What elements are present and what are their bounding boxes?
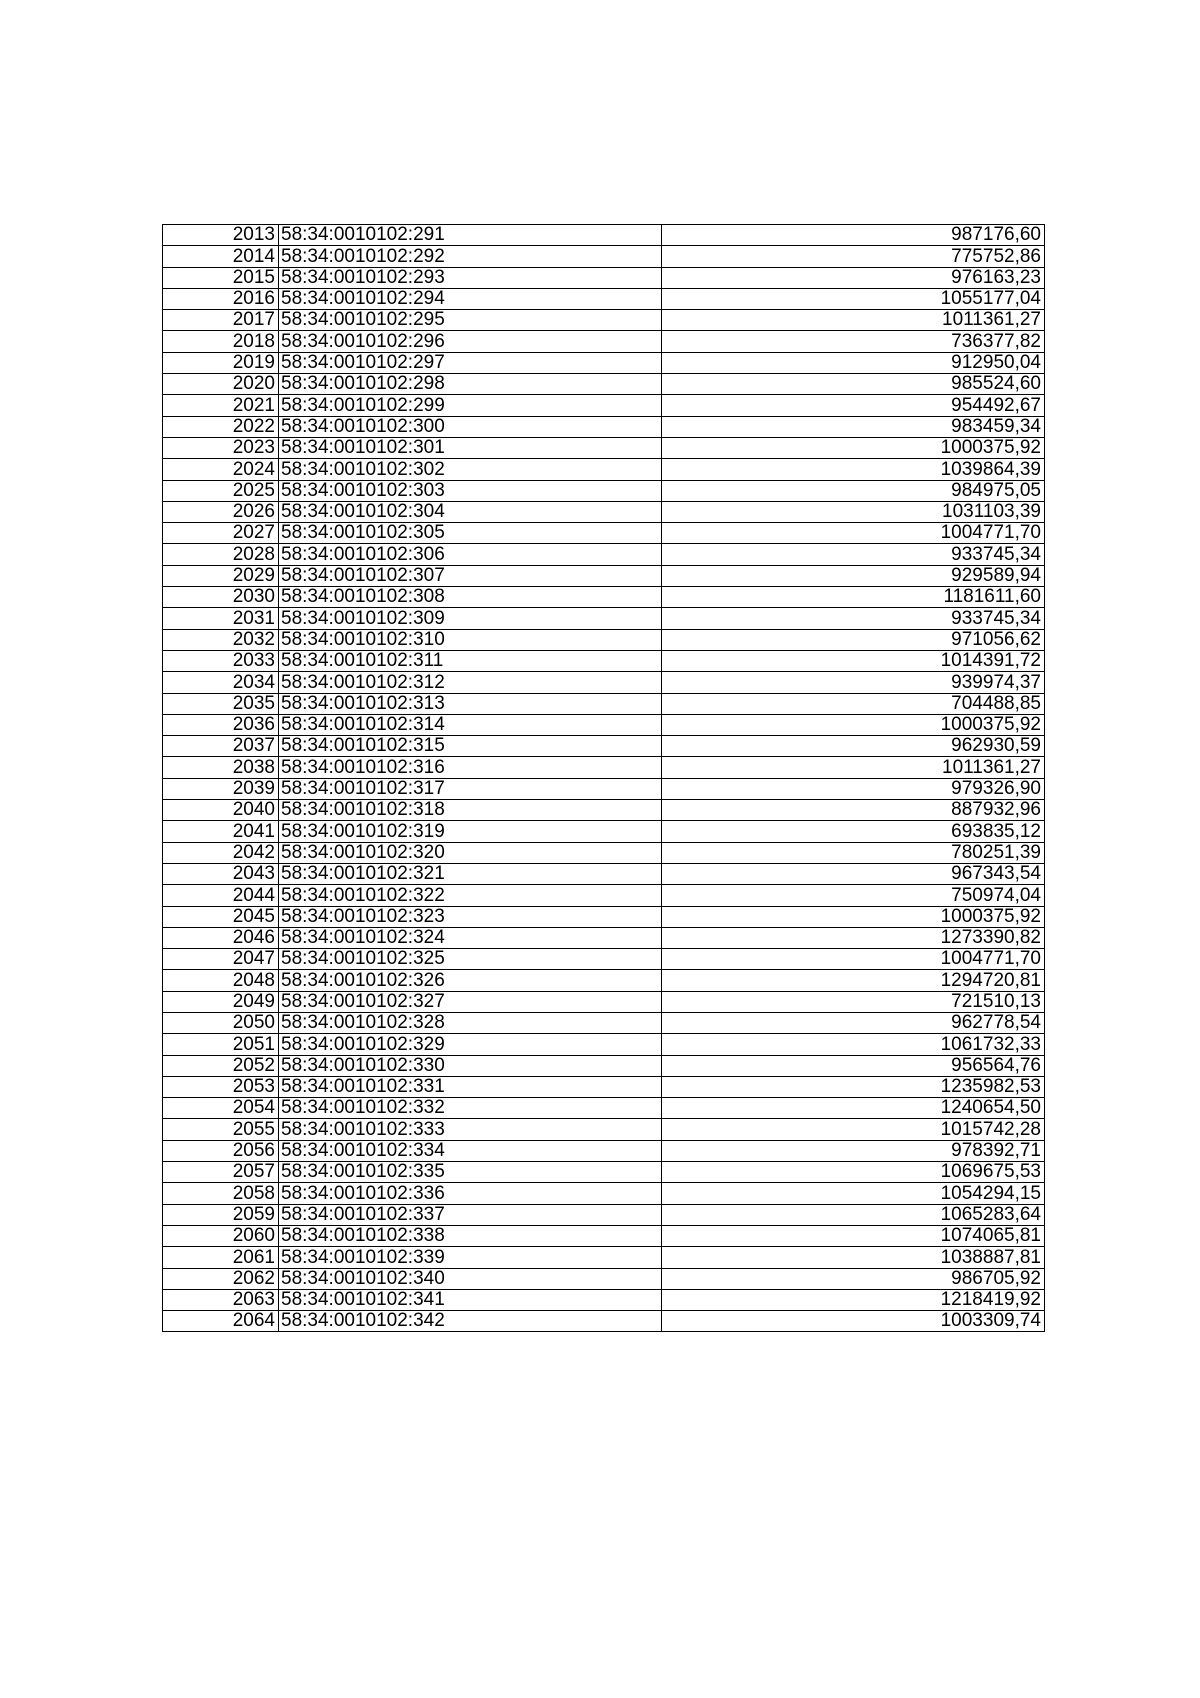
table-row bbox=[163, 1076, 1045, 1097]
cadastral-number-cell: 58:34:0010102:315 bbox=[279, 736, 662, 757]
table-row bbox=[163, 672, 1045, 693]
table-row bbox=[163, 714, 1045, 735]
cadastral-number-cell: 58:34:0010102:331 bbox=[279, 1076, 662, 1097]
table-row bbox=[163, 437, 1045, 458]
cadastral-value-cell: 736377,82 bbox=[662, 331, 1045, 352]
cadastral-number-cell: 58:34:0010102:334 bbox=[279, 1140, 662, 1161]
cadastral-value-cell: 750974,04 bbox=[662, 885, 1045, 906]
cadastral-value-cell: 985524,60 bbox=[662, 374, 1045, 395]
cadastral-number-cell: 58:34:0010102:336 bbox=[279, 1183, 662, 1204]
cadastral-number-cell: 58:34:0010102:295 bbox=[279, 310, 662, 331]
cadastral-value-cell: 978392,71 bbox=[662, 1140, 1045, 1161]
cadastral-number-cell: 58:34:0010102:311 bbox=[279, 650, 662, 671]
cadastral-number-cell: 58:34:0010102:341 bbox=[279, 1289, 662, 1310]
table-row bbox=[163, 459, 1045, 480]
table-row bbox=[163, 352, 1045, 373]
row-number-cell: 2064 bbox=[163, 1311, 279, 1332]
cadastral-value-cell: 1181611,60 bbox=[662, 587, 1045, 608]
cadastral-value-cell: 962778,54 bbox=[662, 1012, 1045, 1033]
table-row bbox=[163, 288, 1045, 309]
cadastral-value-cell: 1218419,92 bbox=[662, 1289, 1045, 1310]
cadastral-value-cell: 933745,34 bbox=[662, 544, 1045, 565]
cadastral-number-cell: 58:34:0010102:342 bbox=[279, 1311, 662, 1332]
row-number-cell: 2018 bbox=[163, 331, 279, 352]
cadastral-value-cell: 986705,92 bbox=[662, 1268, 1045, 1289]
row-number-cell: 2039 bbox=[163, 778, 279, 799]
row-number-cell: 2031 bbox=[163, 608, 279, 629]
row-number-cell: 2049 bbox=[163, 991, 279, 1012]
row-number-cell: 2059 bbox=[163, 1204, 279, 1225]
row-number-cell: 2050 bbox=[163, 1012, 279, 1033]
cadastral-value-cell: 1003309,74 bbox=[662, 1311, 1045, 1332]
row-number-cell: 2014 bbox=[163, 246, 279, 267]
cadastral-number-cell: 58:34:0010102:323 bbox=[279, 906, 662, 927]
cadastral-number-cell: 58:34:0010102:302 bbox=[279, 459, 662, 480]
table-row bbox=[163, 225, 1045, 246]
cadastral-number-cell: 58:34:0010102:330 bbox=[279, 1055, 662, 1076]
table-row bbox=[163, 310, 1045, 331]
cadastral-value-cell: 1014391,72 bbox=[662, 650, 1045, 671]
cadastral-value-cell: 971056,62 bbox=[662, 629, 1045, 650]
cadastral-number-cell: 58:34:0010102:298 bbox=[279, 374, 662, 395]
cadastral-value-cell: 1011361,27 bbox=[662, 757, 1045, 778]
row-number-cell: 2027 bbox=[163, 523, 279, 544]
cadastral-number-cell: 58:34:0010102:329 bbox=[279, 1034, 662, 1055]
table-row bbox=[163, 331, 1045, 352]
cadastral-number-cell: 58:34:0010102:306 bbox=[279, 544, 662, 565]
row-number-cell: 2017 bbox=[163, 310, 279, 331]
table-row bbox=[163, 629, 1045, 650]
cadastral-number-cell: 58:34:0010102:307 bbox=[279, 565, 662, 586]
cadastral-number-cell: 58:34:0010102:294 bbox=[279, 288, 662, 309]
row-number-cell: 2051 bbox=[163, 1034, 279, 1055]
cadastral-value-cell: 1011361,27 bbox=[662, 310, 1045, 331]
row-number-cell: 2042 bbox=[163, 842, 279, 863]
row-number-cell: 2032 bbox=[163, 629, 279, 650]
cadastral-value-cell: 967343,54 bbox=[662, 863, 1045, 884]
table-row bbox=[163, 800, 1045, 821]
cadastral-value-cell: 1000375,92 bbox=[662, 714, 1045, 735]
table-row bbox=[163, 395, 1045, 416]
table-row bbox=[163, 544, 1045, 565]
row-number-cell: 2016 bbox=[163, 288, 279, 309]
cadastral-number-cell: 58:34:0010102:316 bbox=[279, 757, 662, 778]
table-row bbox=[163, 885, 1045, 906]
row-number-cell: 2057 bbox=[163, 1162, 279, 1183]
table-row bbox=[163, 1034, 1045, 1055]
cadastral-number-cell: 58:34:0010102:297 bbox=[279, 352, 662, 373]
cadastral-value-cell: 1015742,28 bbox=[662, 1119, 1045, 1140]
table-row bbox=[163, 523, 1045, 544]
row-number-cell: 2045 bbox=[163, 906, 279, 927]
cadastral-number-cell: 58:34:0010102:340 bbox=[279, 1268, 662, 1289]
table-row bbox=[163, 949, 1045, 970]
cadastral-number-cell: 58:34:0010102:299 bbox=[279, 395, 662, 416]
table-row bbox=[163, 1183, 1045, 1204]
cadastral-value-cell: 1039864,39 bbox=[662, 459, 1045, 480]
cadastral-number-cell: 58:34:0010102:313 bbox=[279, 693, 662, 714]
table-row bbox=[163, 1140, 1045, 1161]
table-row bbox=[163, 863, 1045, 884]
row-number-cell: 2044 bbox=[163, 885, 279, 906]
cadastral-number-cell: 58:34:0010102:320 bbox=[279, 842, 662, 863]
table-row bbox=[163, 1247, 1045, 1268]
table-row bbox=[163, 927, 1045, 948]
cadastral-number-cell: 58:34:0010102:304 bbox=[279, 501, 662, 522]
row-number-cell: 2054 bbox=[163, 1098, 279, 1119]
cadastral-value-cell: 887932,96 bbox=[662, 800, 1045, 821]
cadastral-value-cell: 933745,34 bbox=[662, 608, 1045, 629]
cadastral-number-cell: 58:34:0010102:293 bbox=[279, 267, 662, 288]
cadastral-value-cell: 976163,23 bbox=[662, 267, 1045, 288]
row-number-cell: 2048 bbox=[163, 970, 279, 991]
row-number-cell: 2022 bbox=[163, 416, 279, 437]
row-number-cell: 2029 bbox=[163, 565, 279, 586]
cadastral-value-cell: 1235982,53 bbox=[662, 1076, 1045, 1097]
cadastral-number-cell: 58:34:0010102:322 bbox=[279, 885, 662, 906]
cadastral-number-cell: 58:34:0010102:335 bbox=[279, 1162, 662, 1183]
row-number-cell: 2033 bbox=[163, 650, 279, 671]
row-number-cell: 2047 bbox=[163, 949, 279, 970]
cadastral-number-cell: 58:34:0010102:339 bbox=[279, 1247, 662, 1268]
cadastral-value-cell: 954492,67 bbox=[662, 395, 1045, 416]
row-number-cell: 2026 bbox=[163, 501, 279, 522]
row-number-cell: 2023 bbox=[163, 437, 279, 458]
cadastral-value-cell: 987176,60 bbox=[662, 225, 1045, 246]
row-number-cell: 2052 bbox=[163, 1055, 279, 1076]
row-number-cell: 2041 bbox=[163, 821, 279, 842]
cadastral-number-cell: 58:34:0010102:300 bbox=[279, 416, 662, 437]
table-row bbox=[163, 1204, 1045, 1225]
cadastral-value-cell: 956564,76 bbox=[662, 1055, 1045, 1076]
cadastral-value-cell: 984975,05 bbox=[662, 480, 1045, 501]
cadastral-value-table bbox=[162, 224, 1045, 1332]
row-number-cell: 2035 bbox=[163, 693, 279, 714]
cadastral-number-cell: 58:34:0010102:303 bbox=[279, 480, 662, 501]
cadastral-value-cell: 1061732,33 bbox=[662, 1034, 1045, 1055]
cadastral-value-cell: 693835,12 bbox=[662, 821, 1045, 842]
table-row bbox=[163, 501, 1045, 522]
table-row bbox=[163, 565, 1045, 586]
table-row bbox=[163, 1225, 1045, 1246]
row-number-cell: 2015 bbox=[163, 267, 279, 288]
row-number-cell: 2046 bbox=[163, 927, 279, 948]
cadastral-value-cell: 1054294,15 bbox=[662, 1183, 1045, 1204]
table-row bbox=[163, 1055, 1045, 1076]
cadastral-number-cell: 58:34:0010102:296 bbox=[279, 331, 662, 352]
cadastral-value-cell: 1065283,64 bbox=[662, 1204, 1045, 1225]
table-row bbox=[163, 1162, 1045, 1183]
table-row bbox=[163, 842, 1045, 863]
table-row bbox=[163, 970, 1045, 991]
table-row bbox=[163, 757, 1045, 778]
cadastral-number-cell: 58:34:0010102:291 bbox=[279, 225, 662, 246]
cadastral-value-cell: 1000375,92 bbox=[662, 437, 1045, 458]
cadastral-number-cell: 58:34:0010102:324 bbox=[279, 927, 662, 948]
table-row bbox=[163, 736, 1045, 757]
row-number-cell: 2037 bbox=[163, 736, 279, 757]
cadastral-value-cell: 1031103,39 bbox=[662, 501, 1045, 522]
cadastral-number-cell: 58:34:0010102:309 bbox=[279, 608, 662, 629]
table-row bbox=[163, 267, 1045, 288]
table-row bbox=[163, 906, 1045, 927]
cadastral-value-cell: 1294720,81 bbox=[662, 970, 1045, 991]
cadastral-number-cell: 58:34:0010102:321 bbox=[279, 863, 662, 884]
cadastral-value-cell: 721510,13 bbox=[662, 991, 1045, 1012]
cadastral-value-cell: 983459,34 bbox=[662, 416, 1045, 437]
cadastral-number-cell: 58:34:0010102:333 bbox=[279, 1119, 662, 1140]
table-row bbox=[163, 587, 1045, 608]
cadastral-value-cell: 929589,94 bbox=[662, 565, 1045, 586]
table-row bbox=[163, 650, 1045, 671]
table-row bbox=[163, 374, 1045, 395]
cadastral-number-cell: 58:34:0010102:310 bbox=[279, 629, 662, 650]
row-number-cell: 2058 bbox=[163, 1183, 279, 1204]
table-row bbox=[163, 693, 1045, 714]
cadastral-value-cell: 1055177,04 bbox=[662, 288, 1045, 309]
table-row bbox=[163, 608, 1045, 629]
cadastral-number-cell: 58:34:0010102:326 bbox=[279, 970, 662, 991]
cadastral-number-cell: 58:34:0010102:318 bbox=[279, 800, 662, 821]
row-number-cell: 2038 bbox=[163, 757, 279, 778]
cadastral-value-cell: 1069675,53 bbox=[662, 1162, 1045, 1183]
cadastral-number-cell: 58:34:0010102:292 bbox=[279, 246, 662, 267]
table-row bbox=[163, 1012, 1045, 1033]
row-number-cell: 2063 bbox=[163, 1289, 279, 1310]
row-number-cell: 2025 bbox=[163, 480, 279, 501]
table-row bbox=[163, 480, 1045, 501]
cadastral-value-cell: 1240654,50 bbox=[662, 1098, 1045, 1119]
cadastral-number-cell: 58:34:0010102:338 bbox=[279, 1225, 662, 1246]
cadastral-value-cell: 939974,37 bbox=[662, 672, 1045, 693]
row-number-cell: 2043 bbox=[163, 863, 279, 884]
row-number-cell: 2040 bbox=[163, 800, 279, 821]
table-row bbox=[163, 778, 1045, 799]
row-number-cell: 2055 bbox=[163, 1119, 279, 1140]
cadastral-number-cell: 58:34:0010102:314 bbox=[279, 714, 662, 735]
row-number-cell: 2053 bbox=[163, 1076, 279, 1097]
row-number-cell: 2061 bbox=[163, 1247, 279, 1268]
row-number-cell: 2020 bbox=[163, 374, 279, 395]
table-row bbox=[163, 416, 1045, 437]
row-number-cell: 2019 bbox=[163, 352, 279, 373]
cadastral-number-cell: 58:34:0010102:332 bbox=[279, 1098, 662, 1119]
cadastral-number-cell: 58:34:0010102:327 bbox=[279, 991, 662, 1012]
row-number-cell: 2013 bbox=[163, 225, 279, 246]
cadastral-value-cell: 962930,59 bbox=[662, 736, 1045, 757]
cadastral-number-cell: 58:34:0010102:312 bbox=[279, 672, 662, 693]
cadastral-value-cell: 775752,86 bbox=[662, 246, 1045, 267]
cadastral-value-cell: 912950,04 bbox=[662, 352, 1045, 373]
row-number-cell: 2028 bbox=[163, 544, 279, 565]
cadastral-number-cell: 58:34:0010102:325 bbox=[279, 949, 662, 970]
cadastral-number-cell: 58:34:0010102:308 bbox=[279, 587, 662, 608]
cadastral-number-cell: 58:34:0010102:319 bbox=[279, 821, 662, 842]
row-number-cell: 2030 bbox=[163, 587, 279, 608]
cadastral-number-cell: 58:34:0010102:328 bbox=[279, 1012, 662, 1033]
cadastral-value-cell: 780251,39 bbox=[662, 842, 1045, 863]
cadastral-number-cell: 58:34:0010102:301 bbox=[279, 437, 662, 458]
row-number-cell: 2060 bbox=[163, 1225, 279, 1246]
cadastral-value-cell: 704488,85 bbox=[662, 693, 1045, 714]
table-row bbox=[163, 1311, 1045, 1332]
cadastral-value-cell: 1273390,82 bbox=[662, 927, 1045, 948]
cadastral-number-cell: 58:34:0010102:337 bbox=[279, 1204, 662, 1225]
table-row bbox=[163, 1289, 1045, 1310]
row-number-cell: 2062 bbox=[163, 1268, 279, 1289]
cadastral-value-cell: 979326,90 bbox=[662, 778, 1045, 799]
row-number-cell: 2056 bbox=[163, 1140, 279, 1161]
cadastral-value-cell: 1038887,81 bbox=[662, 1247, 1045, 1268]
cadastral-value-cell: 1074065,81 bbox=[662, 1225, 1045, 1246]
cadastral-value-cell: 1000375,92 bbox=[662, 906, 1045, 927]
cadastral-number-cell: 58:34:0010102:305 bbox=[279, 523, 662, 544]
row-number-cell: 2021 bbox=[163, 395, 279, 416]
table-row bbox=[163, 1268, 1045, 1289]
row-number-cell: 2024 bbox=[163, 459, 279, 480]
row-number-cell: 2034 bbox=[163, 672, 279, 693]
table-row bbox=[163, 821, 1045, 842]
cadastral-value-cell: 1004771,70 bbox=[662, 523, 1045, 544]
table-row bbox=[163, 1098, 1045, 1119]
cadastral-number-cell: 58:34:0010102:317 bbox=[279, 778, 662, 799]
table-body bbox=[163, 225, 1045, 1332]
table-row bbox=[163, 246, 1045, 267]
cadastral-value-cell: 1004771,70 bbox=[662, 949, 1045, 970]
table-row bbox=[163, 991, 1045, 1012]
row-number-cell: 2036 bbox=[163, 714, 279, 735]
table-row bbox=[163, 1119, 1045, 1140]
